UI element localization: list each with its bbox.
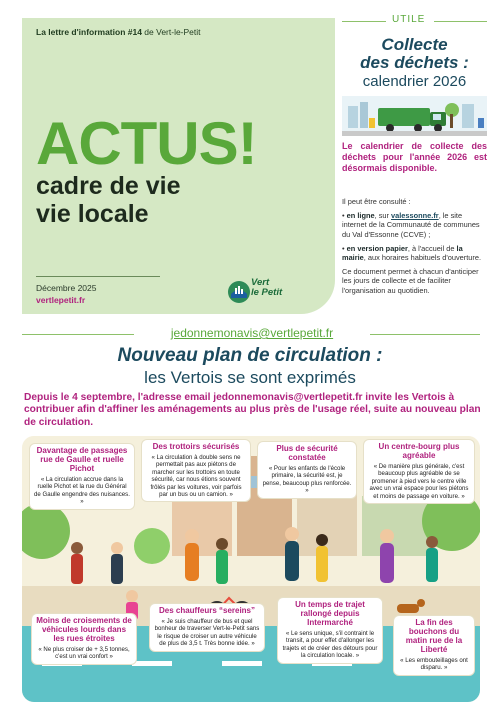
utile-section-header: UTILE — [342, 14, 487, 28]
email-divider — [22, 326, 480, 340]
hero-subtitle: cadre de vie vie locale — [36, 172, 181, 228]
collecte-body: Il peut être consulté : • en ligne, sur valessonne.fr, le site internet de la Communauté de communes du Val d'Essonne (CCVE) ; • en version papier, à l'accueil de la mairie, aux horaires habituels d'ouverture. Ce document permet à chacun d'anticiper les jours de collecte et de faciliter l'organisation au quotidien. — [342, 197, 482, 295]
garbage-truck-illustration — [342, 96, 487, 136]
callout-card: Un temps de trajet rallongé depuis Intermarché « Le sens unique, s'il contraint le transit, a pour effet d'allonger les trajets et de créer des détours pour la circulation locale. » — [278, 598, 382, 663]
collecte-subtitle: calendrier 2026 — [362, 73, 467, 90]
collecte-title: Collecte des déchets : — [360, 35, 469, 72]
article-intro: Depuis le 4 septembre, l'adresse email jedonnemonavis@vertlepetit.fr invite les Vertois à contribuer afin d'affiner les aménagements au plus près de l'usage réel, suite au nouveau plan de circulation. — [24, 392, 481, 428]
callout-card: Plus de sécurité constatée « Pour les enfants de l'école primaire, la sécurité est, je pense, beaucoup plus renforcée. » — [258, 442, 356, 498]
article-title: Nouveau plan de circulation : — [117, 345, 383, 366]
street-scene-illustration — [22, 436, 480, 702]
article-subtitle: les Vertois se sont exprimés — [144, 368, 356, 387]
callout-card: Moins de croisements de véhicules lourds dans les rues étroites « Ne plus croiser de + 3,5 tonnes, c'est un vrai confort » — [32, 614, 136, 664]
callout-card: La fin des bouchons du matin rue de la Liberté « Les embouteillages ont disparu. » — [394, 616, 474, 675]
callout-card: Des chauffeurs “sereins” « Je suis chauffeur de bus et quel bonheur de traverser Vert-le-Petit sans le risque de croiser un autre véhicule de plus de 3,5 t. Très bonne idée. » — [150, 604, 264, 651]
town-logo: Vert le Petit — [227, 276, 297, 310]
valessonne-link[interactable]: valessonne.fr — [391, 210, 439, 220]
email-link[interactable]: jedonnemonavis@vertlepetit.fr — [170, 326, 334, 340]
issue-date: Décembre 2025 — [36, 283, 97, 293]
divider — [36, 276, 160, 277]
callout-card: Un centre-bourg plus agréable « De manière plus générale, c'est beaucoup plus agréable de se promener à pied vers le centre ville avec un vrai espace pour les piétons et moins de passage en voiture. » — [364, 440, 474, 503]
hero-panel — [22, 18, 335, 314]
collecte-lead: Le calendrier de collecte des déchets pour l'année 2026 est désormais disponible. — [342, 141, 487, 173]
actus-title: ACTUS! — [36, 110, 257, 177]
callout-card: Des trottoirs sécurisés « La circulation à double sens ne permettait pas aux piétons de marcher sur les trottoirs en toute sécurité, car nous étions souvent frôlés par les voitures, voir parfois par un bus ou un camion. » — [142, 440, 250, 501]
callout-card: Davantage de passages rue de Gaulle et ruelle Pichot « La circulation accrue dans la ruelle Pichot et la rue du Général de Gaulle engendre des nuisances. » — [30, 444, 134, 509]
town-emblem-icon — [227, 280, 251, 304]
website-link[interactable]: vertlepetit.fr — [36, 295, 86, 305]
newsletter-issue: La lettre d'information #14 de Vert-le-Petit — [36, 27, 201, 37]
